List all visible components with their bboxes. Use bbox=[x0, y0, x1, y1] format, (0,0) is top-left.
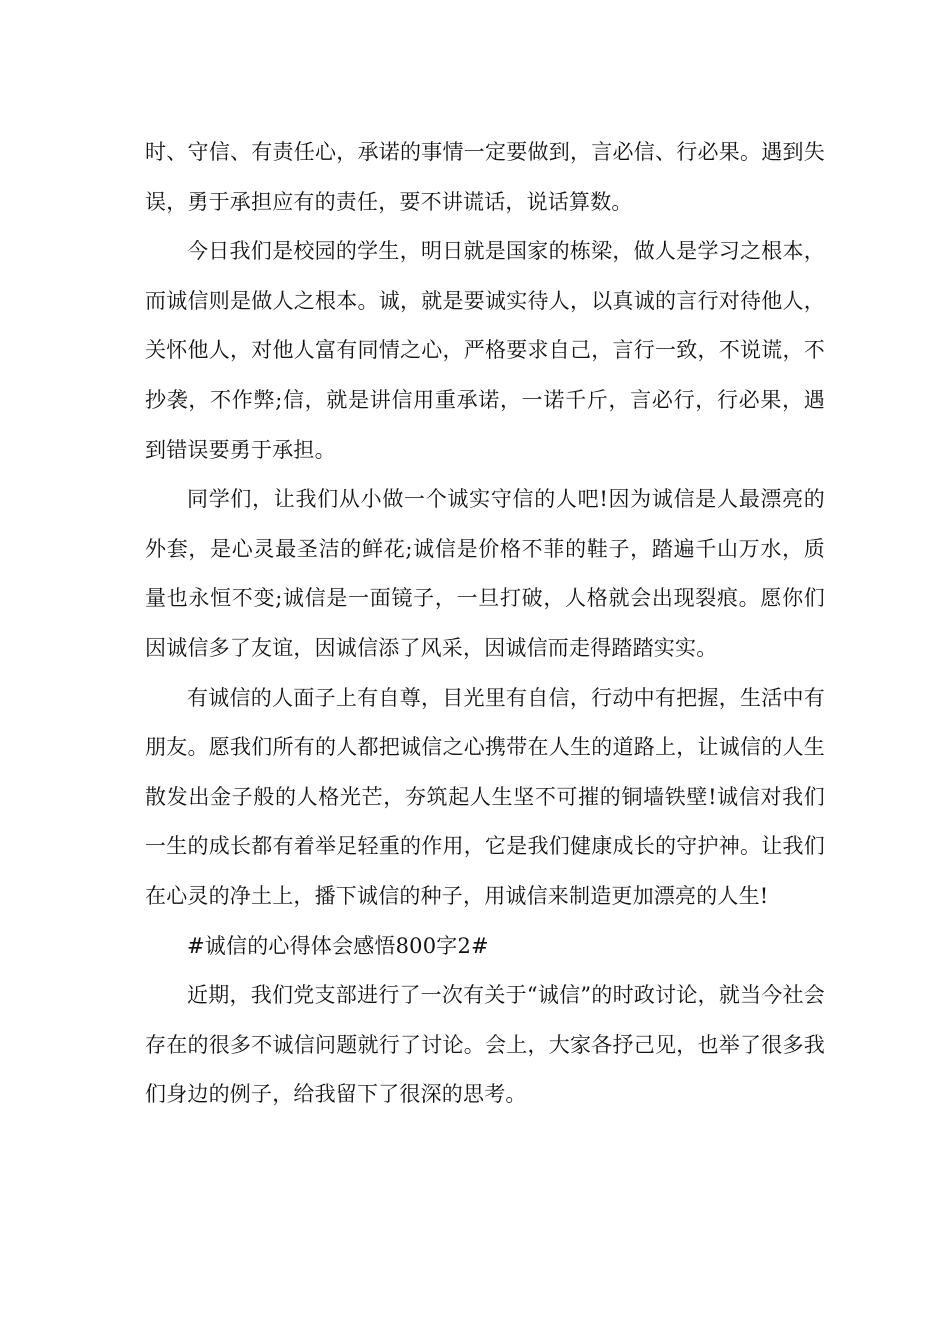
document-page bbox=[145, 128, 825, 1120]
paragraph-honest-person: 有诚信的人面子上有自尊，目光里有自信，行动中有把握，生活中有朋友。愿我们所有的人都把诚信之心携带在人生的道路上，让诚信的人生散发出金子般的人格光芒，夯筑起人生坚不可摧的铜墙铁壁!诚信对我们一生的成长都有着举足轻重的作用，它是我们健康成长的守护神。让我们在心灵的净土上，播下诚信的种子，用诚信来制造更加漂亮的人生! bbox=[145, 685, 825, 908]
paragraph-continuation: 时、守信、有责任心，承诺的事情一定要做到，言必信、行必果。遇到失误，勇于承担应有的责任，要不讲谎话，说话算数。 bbox=[145, 140, 825, 214]
paragraph-classmates-call: 同学们，让我们从小做一个诚实守信的人吧!因为诚信是人最漂亮的外套，是心灵最圣洁的鲜花;诚信是价格不菲的鞋子，踏遍千山万水，质量也永恒不变;诚信是一面镜子，一旦打破，人格就会出现裂痕。愿你们因诚信多了友谊，因诚信添了风采，因诚信而走得踏踏实实。 bbox=[145, 487, 825, 660]
paragraph-party-discussion: 近期，我们党支部进行了一次有关于“诚信”的时政讨论，就当今社会存在的很多不诚信问题就行了讨论。会上，大家各抒己见，也举了很多我们身边的例子，给我留下了很深的思考。 bbox=[145, 983, 825, 1107]
section-heading: #诚信的心得体会感悟800字2# bbox=[187, 933, 489, 958]
paragraph-students-honesty: 今日我们是校园的学生，明日就是国家的栋梁，做人是学习之根本，而诚信则是做人之根本。诚，就是要诚实待人，以真诚的言行对待他人，关怀他人，对他人富有同情之心，严格要求自己，言行一致，不说谎，不抄袭，不作弊;信，就是讲信用重承诺，一诺千斤，言必行，行必果，遇到错误要勇于承担。 bbox=[145, 239, 825, 462]
